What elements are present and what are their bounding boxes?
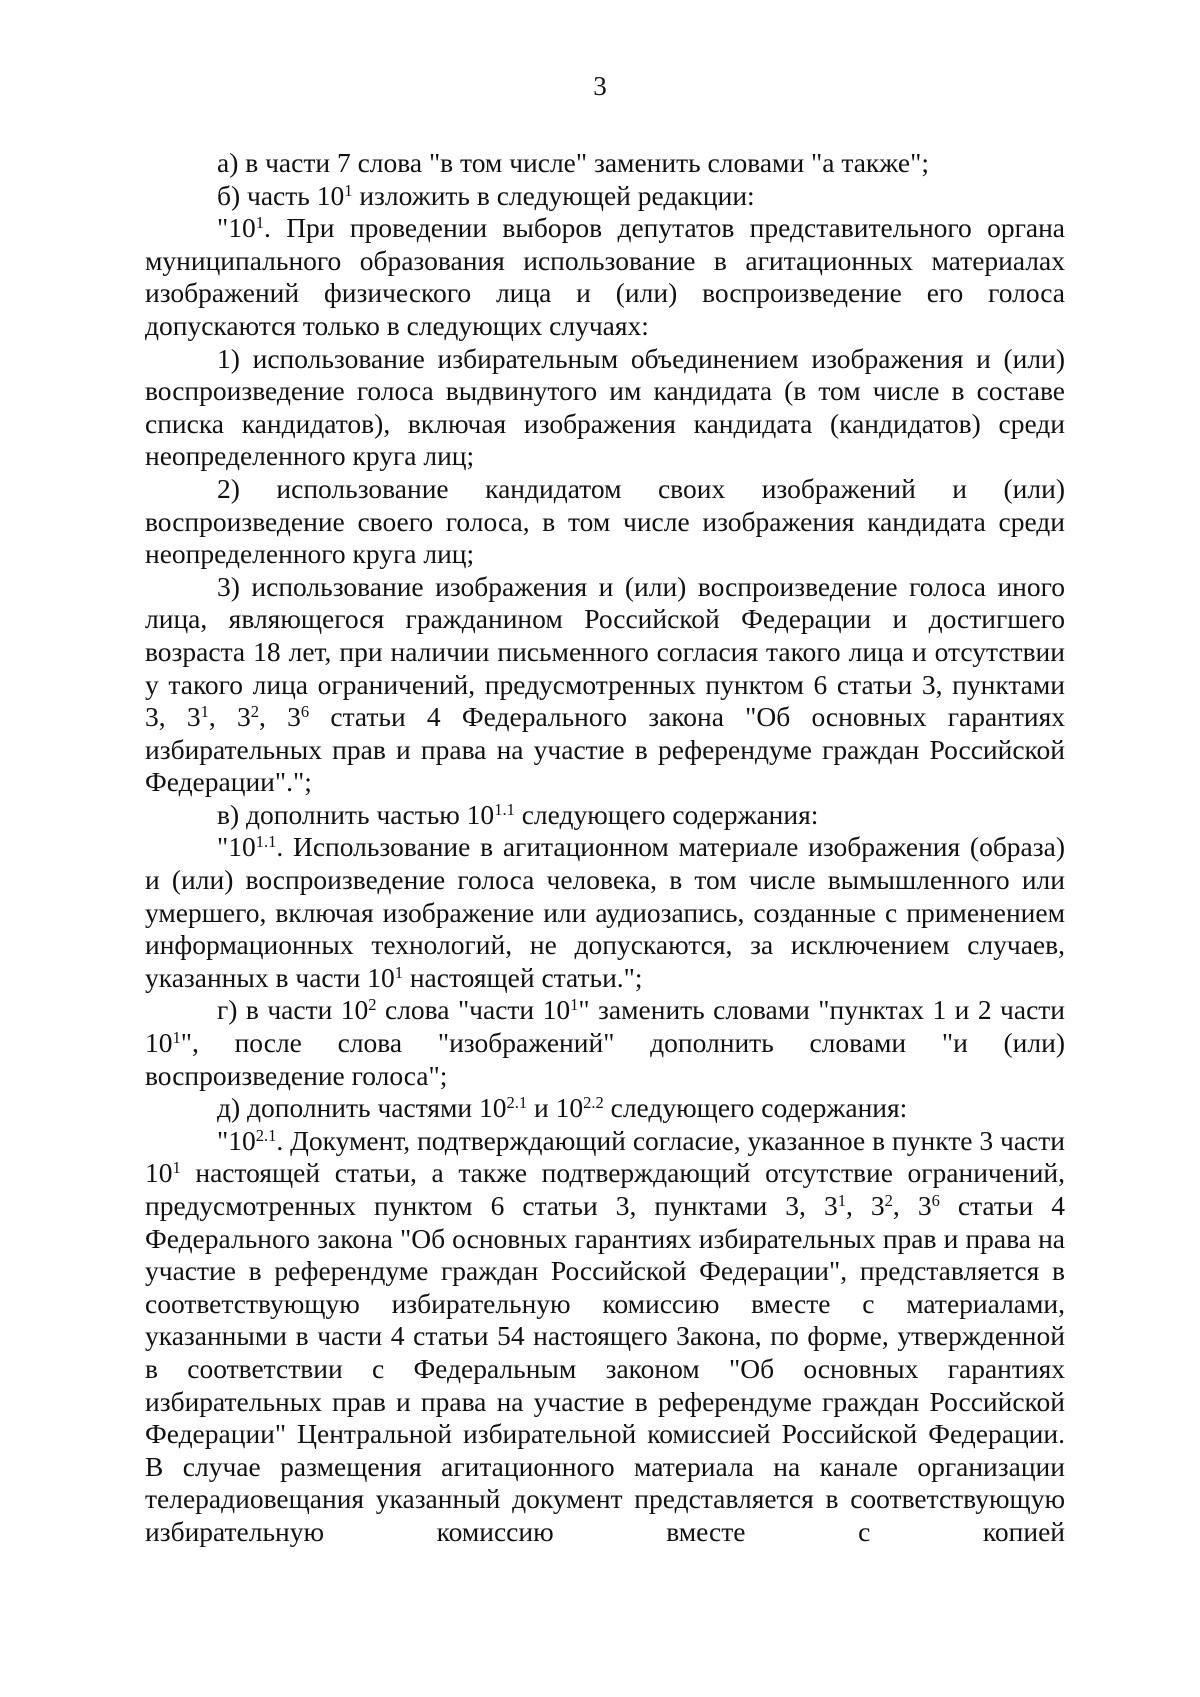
paragraph-text: 3) использование изображения и (или) воспроизведение голоса иного лица, являющегося гражданином Российской Федерации и достигшего возраста 18 лет, при наличии письменного согласия такого лица и отсутствии у такого лица ограничений, предусмотренных пунктом 6 статьи 3, пунктами 3, 3 [145, 570, 1065, 733]
paragraph-text: г) в части 10 [217, 994, 369, 1026]
paragraph-text: настоящей статьи."; [402, 961, 643, 993]
paragraph-text: , 3 [845, 1190, 885, 1221]
superscript-index: 1 [200, 702, 209, 722]
superscript-index: 2.2 [583, 1093, 604, 1113]
superscript-index: 1.1 [255, 832, 277, 852]
paragraph-text: и 10 [527, 1092, 584, 1124]
paragraph-p10-2-1 [145, 1125, 1065, 1549]
paragraph-item-3 [145, 571, 1065, 799]
paragraph-text: "10 [217, 212, 256, 244]
superscript-index: 1.1 [494, 799, 515, 819]
paragraph-p10-1-1 [145, 831, 1065, 994]
paragraph-text: . При проведении выборов депутатов представительного органа муниципального образования использование в агитационных материалах изображений физического лица и (или) воспроизведение его голоса допускаются только в следующих случаях: [145, 212, 1065, 341]
paragraph-text: ", после слова "изображений" дополнить словами "и (или) воспроизведение голоса"; [145, 1027, 1065, 1091]
paragraph-text: следующего содержания: [603, 1092, 908, 1124]
superscript-index: 1 [172, 1027, 181, 1047]
superscript-index: 1 [570, 995, 579, 1015]
paragraph-text: " заменить словами "пунктах 1 и 2 части 10 [145, 994, 1066, 1059]
superscript-index: 2 [368, 995, 377, 1015]
paragraph-text: настоящей статьи, а также подтверждающий отсутствие ограничений, предусмотренных пунктом 6 статьи 3, пунктами 3, 3 [145, 1157, 1065, 1221]
paragraph-a [145, 147, 1065, 180]
paragraph-g [145, 994, 1065, 1092]
paragraph-b [145, 180, 1065, 213]
superscript-index: 1 [255, 213, 264, 233]
paragraph-text: следующего содержания: [514, 798, 819, 830]
superscript-index: 1 [344, 180, 353, 200]
page-number: 3 [593, 71, 607, 101]
paragraph-text: . Использование в агитационном материале изображения (образа) и (или) воспроизведение голоса человека, в том числе вымышленного или умершего, включая изображение или аудиозапись, созданные с применением информационных технологий, не допускаются, за исключением случаев, указанных в части 10 [145, 831, 1065, 993]
superscript-index: 1 [394, 962, 403, 982]
paragraph-text: 1) использование избирательным объединением изображения и (или) воспроизведение голоса выдвинутого им кандидата (в том числе в составе списка кандидатов), включая изображения кандидата (кандидатов) среди неопределенного круга лиц; [145, 342, 1065, 472]
superscript-index: 6 [931, 1190, 940, 1210]
paragraph-text: "10 [217, 1124, 256, 1156]
superscript-index: 2 [250, 702, 259, 722]
paragraph-text: б) часть 10 [217, 179, 345, 211]
paragraph-text: статьи 4 Федерального закона "Об основных гарантиях избирательных прав и права на участие в референдуме граждан Российской Федерации"."; [145, 701, 1066, 798]
paragraph-d [145, 1092, 1065, 1125]
paragraph-text: изложить в следующей редакции: [352, 179, 755, 211]
paragraph-text: слова "части 10 [376, 994, 571, 1026]
paragraph-text: д) дополнить частями 10 [217, 1092, 507, 1124]
paragraph-item-1 [145, 343, 1065, 473]
superscript-index: 2.1 [255, 1125, 277, 1145]
paragraph-item-2 [145, 473, 1065, 571]
superscript-index: 2.1 [506, 1093, 528, 1113]
superscript-index: 1 [837, 1190, 846, 1210]
paragraph-text: а) в части 7 слова "в том числе" заменить словами "а также"; [217, 147, 929, 178]
paragraph-text: "10 [217, 831, 256, 863]
paragraph-p10-1 [145, 212, 1065, 342]
superscript-index: 6 [300, 702, 310, 722]
paragraph-text: 2) использование кандидатом своих изображений и (или) воспроизведение своего голоса, в том числе изображения кандидата среди неопределенного круга лиц; [145, 472, 1065, 570]
paragraph-text: , 3 [208, 701, 251, 733]
document-body [145, 147, 1065, 1549]
paragraph-text: в) дополнить частью 10 [217, 798, 495, 830]
superscript-index: 2 [884, 1190, 893, 1210]
paragraph-text: , 3 [892, 1190, 932, 1221]
superscript-index: 1 [172, 1158, 181, 1178]
paragraph-text: , 3 [259, 701, 301, 733]
paragraph-text: . Документ, подтверждающий согласие, указанное в пункте 3 части 10 [145, 1124, 1065, 1189]
paragraph-text: статьи 4 Федерального закона "Об основных гарантиях избирательных прав и права на участие в референдуме граждан Российской Федерации", представляется в соответствующую избирательную комиссию вместе с материалами, указанными в части 4 статьи 54 настоящего Закона, по форме, утвержденной в соответствии с Федеральным законом "Об основных гарантиях избирательных прав и права на участие в референдуме граждан Российской Федерации" Центральной избирательной комиссией Российской Федерации. В случае размещения агитационного материала на канале организации телерадиовещания указанный документ представляется в соответствующую избирательную комиссию вместе с копией [145, 1190, 1065, 1547]
paragraph-v [145, 799, 1065, 832]
